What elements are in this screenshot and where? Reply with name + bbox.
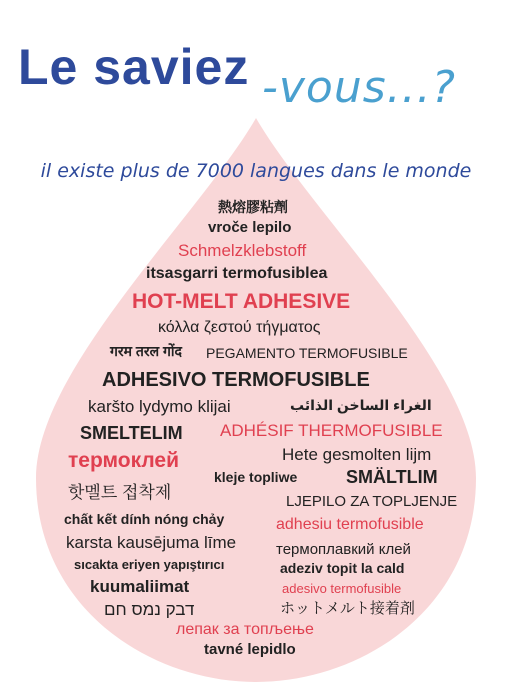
word-portuguese: adesivo termofusible — [282, 581, 402, 596]
word-greek: κόλλα ζεστού τήγματος — [158, 319, 321, 336]
word-hebrew: דבק נמס חם — [104, 600, 195, 619]
word-spanish-2: ADHESIVO TERMOFUSIBLE — [102, 369, 370, 391]
word-ukrainian: термоплавкий клей — [276, 541, 411, 558]
word-danish: SMELTELIM — [80, 423, 183, 443]
word-catalan: adhesiu termofusible — [276, 516, 424, 533]
word-czech: tavné lepidlo — [204, 641, 296, 658]
word-turkish: sıcakta eriyen yapıştırıcı — [74, 557, 225, 572]
word-spanish-1: PEGAMENTO TERMOFUSIBLE — [206, 345, 408, 361]
word-english: HOT-MELT ADHESIVE — [132, 290, 351, 313]
word-japanese: ホットメルト接着剤 — [280, 600, 415, 617]
word-swedish: SMÄLTLIM — [346, 467, 438, 487]
word-korean: 핫멜트 접착제 — [68, 483, 172, 502]
word-latvian: karsta kausējuma līme — [66, 533, 237, 552]
word-serbian: лепак за топљење — [176, 621, 314, 638]
word-polish: kleje topliwe — [214, 469, 298, 485]
word-croatian: LJEPILO ZA TOPLJENJE — [286, 493, 458, 510]
subtitle: il existe plus de 7000 langues dans le monde — [40, 160, 472, 182]
word-basque: itsasgarri termofusiblea — [146, 265, 328, 282]
word-chinese: 熱熔膠粘劑 — [218, 199, 288, 215]
word-slovenian: vroče lepilo — [208, 219, 292, 236]
word-hindi: गरम तरल गोंद — [110, 343, 182, 359]
word-german: Schmelzklebstoff — [178, 241, 307, 260]
word-russian: термоклей — [68, 449, 180, 472]
title-accent: -vous...? — [262, 62, 456, 113]
word-vietnamese: chất kết dính nóng chảy — [64, 511, 225, 527]
word-arabic: الغراء الساخن الذائب — [290, 397, 432, 413]
word-finnish: kuumaliimat — [90, 577, 190, 596]
word-romanian: adeziv topit la cald — [280, 560, 405, 576]
word-lithuanian: karšto lydymo klijai — [88, 397, 231, 416]
word-dutch: Hete gesmolten lijm — [282, 445, 432, 464]
title-main: Le saviez — [18, 39, 250, 95]
word-french: ADHÉSIF THERMOFUSIBLE — [220, 421, 443, 440]
